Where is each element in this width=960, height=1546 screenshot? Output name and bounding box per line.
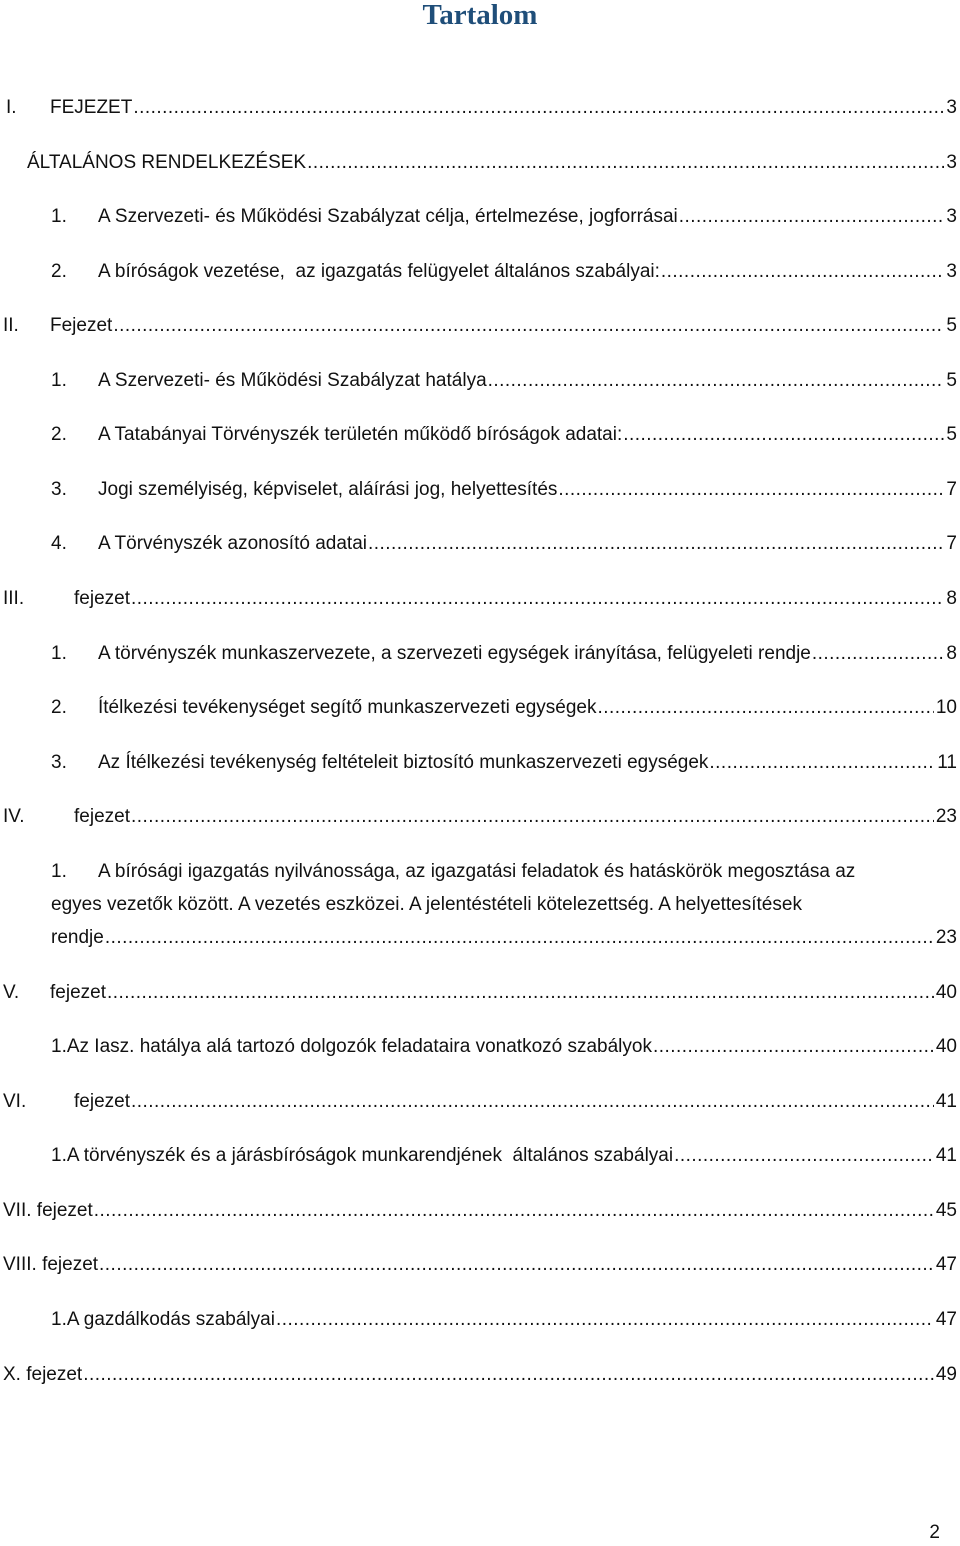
toc-entry-text: VIII. fejezet (3, 1254, 99, 1275)
toc-entry-page: 11 (937, 752, 957, 773)
toc-entry[interactable] (3, 976, 957, 1009)
toc-entry-text: X. fejezet (3, 1364, 83, 1385)
dot-leader (94, 1194, 934, 1227)
toc-entry-text: A Tatabányai Törvényszék területén működő bíróságok adatai: (98, 424, 623, 445)
dot-leader (99, 1248, 934, 1281)
toc-entry-page: 8 (946, 643, 957, 664)
toc-entry-page: 41 (935, 1145, 957, 1166)
toc-entry-page: 41 (935, 1091, 957, 1112)
dot-leader (598, 691, 934, 724)
toc-entry[interactable] (3, 309, 957, 342)
toc-entry-number: V. (3, 982, 20, 1003)
toc-entry-number: 1. (51, 370, 67, 391)
toc-entry-page: 45 (935, 1200, 957, 1221)
toc-entry-text: Ítélkezési tevékenységet segítő munkaszervezeti egységek (98, 697, 597, 718)
dot-leader (276, 1303, 934, 1336)
toc-entry-text: fejezet (74, 1091, 130, 1112)
toc-entry[interactable] (51, 746, 957, 779)
toc-entry-number: IV. (3, 806, 25, 827)
toc-entry-page: 7 (946, 479, 957, 500)
toc-entry-number: III. (3, 588, 25, 609)
toc-entry-page: 47 (935, 1254, 957, 1275)
toc-entry-page: 5 (946, 424, 957, 445)
toc-entry[interactable] (51, 418, 957, 451)
dot-leader (105, 921, 934, 954)
toc-entry[interactable] (51, 473, 957, 506)
toc-entry-page: 3 (946, 261, 957, 282)
toc-entry-text: Jogi személyiség, képviselet, aláírási jog, helyettesítés (98, 479, 558, 500)
toc-entry-text: 1.A törvényszék és a járásbíróságok munkarendjének általános szabályai (51, 1145, 674, 1166)
dot-leader (131, 800, 934, 833)
toc-entry-text: Fejezet (50, 315, 113, 336)
toc-entry-text: 1.A gazdálkodás szabályai (51, 1309, 275, 1330)
dot-leader (133, 91, 944, 124)
toc-entry-page: 5 (946, 315, 957, 336)
toc-entry-number: 1. (51, 643, 67, 664)
toc-entry-text-line: egyes vezetők között. A vezetés eszközei. A jelentéstételi kötelezettség. A helyettesítések (51, 894, 802, 915)
toc-entry-text: ÁLTALÁNOS RENDELKEZÉSEK (27, 152, 307, 173)
toc-entry[interactable] (51, 527, 957, 560)
toc-entry-page: 47 (935, 1309, 957, 1330)
dot-leader (623, 418, 944, 451)
dot-leader (131, 582, 944, 615)
toc-entry-text: A Szervezeti- és Működési Szabályzat célja, értelmezése, jogforrásai (98, 206, 678, 227)
toc-entry[interactable] (51, 637, 957, 670)
toc-entry[interactable] (51, 1303, 957, 1336)
dot-leader (113, 309, 944, 342)
page-number: 2 (929, 1522, 940, 1543)
dot-leader (679, 200, 945, 233)
toc-entry-page: 40 (935, 1036, 957, 1057)
toc-entry[interactable] (51, 691, 957, 724)
dot-leader (661, 255, 945, 288)
toc-entry-text-line: A bírósági igazgatás nyilvánossága, az igazgatási feladatok és hatáskörök megosztása az (98, 861, 856, 882)
toc-entry-text: fejezet (74, 588, 130, 609)
toc-entry[interactable] (3, 1248, 957, 1281)
toc-entry[interactable] (3, 1194, 957, 1227)
toc-entry[interactable] (51, 255, 957, 288)
toc-entry-text: VII. fejezet (3, 1200, 93, 1221)
toc-entry-page: 5 (946, 370, 957, 391)
toc-entry-number: 1. (51, 861, 67, 882)
toc-title: Tartalom (422, 0, 538, 31)
toc-entry-number: I. (6, 97, 17, 118)
dot-leader (674, 1139, 934, 1172)
toc-entry-page: 3 (946, 152, 957, 173)
toc-entry[interactable] (27, 146, 957, 179)
toc-entry-page: 40 (935, 982, 957, 1003)
toc-entry[interactable] (51, 364, 957, 397)
toc-entry[interactable] (3, 800, 957, 833)
dot-leader (812, 637, 945, 670)
toc-entry-page: 49 (935, 1364, 957, 1385)
dot-leader (653, 1030, 934, 1063)
dot-leader (709, 746, 935, 779)
dot-leader (131, 1085, 934, 1118)
dot-leader (83, 1358, 934, 1391)
toc-entry[interactable] (51, 1030, 957, 1063)
toc-entry[interactable] (51, 200, 957, 233)
toc-entry[interactable] (6, 91, 957, 124)
toc-entry-text: A Törvényszék azonosító adatai (98, 533, 367, 554)
toc-entry-number: II. (3, 315, 19, 336)
toc-entry[interactable] (3, 1358, 957, 1391)
toc-entry-number: 2. (51, 424, 67, 445)
toc-entry-number: 4. (51, 533, 67, 554)
toc-entry-text: A bíróságok vezetése, az igazgatás felügyelet általános szabályai: (98, 261, 660, 282)
toc-entry-text: FEJEZET (50, 97, 133, 118)
toc-entry-page: 8 (946, 588, 957, 609)
toc-entry-number: 3. (51, 752, 67, 773)
toc-entry-text: rendje (51, 927, 104, 948)
toc-entry-text: 1.Az Iasz. hatálya alá tartozó dolgozók feladataira vonatkozó szabályok (51, 1036, 652, 1057)
toc-entry-page: 23 (935, 806, 957, 827)
toc-entry-text: A törvényszék munkaszervezete, a szervezeti egységek irányítása, felügyeleti rendje (98, 643, 811, 664)
toc-entry[interactable] (3, 1085, 957, 1118)
toc-entry[interactable] (51, 855, 957, 954)
toc-entry-text: Az Ítélkezési tevékenység feltételeit biztosító munkaszervezeti egységek (98, 752, 709, 773)
toc-entry-number: 2. (51, 261, 67, 282)
toc-entry[interactable] (3, 582, 957, 615)
toc-entry-page: 23 (935, 927, 957, 948)
toc-entry-number: 1. (51, 206, 67, 227)
toc-entry[interactable] (51, 1139, 957, 1172)
dot-leader (558, 473, 944, 506)
toc-entry-page: 10 (935, 697, 957, 718)
dot-leader (107, 976, 934, 1009)
dot-leader (307, 146, 944, 179)
toc-entry-text: fejezet (50, 982, 106, 1003)
toc-entry-number: VI. (3, 1091, 27, 1112)
toc-entry-page: 7 (946, 533, 957, 554)
toc-entry-number: 2. (51, 697, 67, 718)
dot-leader (488, 364, 945, 397)
toc-entry-page: 3 (946, 97, 957, 118)
toc-entry-page: 3 (946, 206, 957, 227)
toc-entry-number: 3. (51, 479, 67, 500)
toc-entry-text: fejezet (74, 806, 130, 827)
toc-entry-text: A Szervezeti- és Működési Szabályzat hatálya (98, 370, 487, 391)
dot-leader (368, 527, 944, 560)
